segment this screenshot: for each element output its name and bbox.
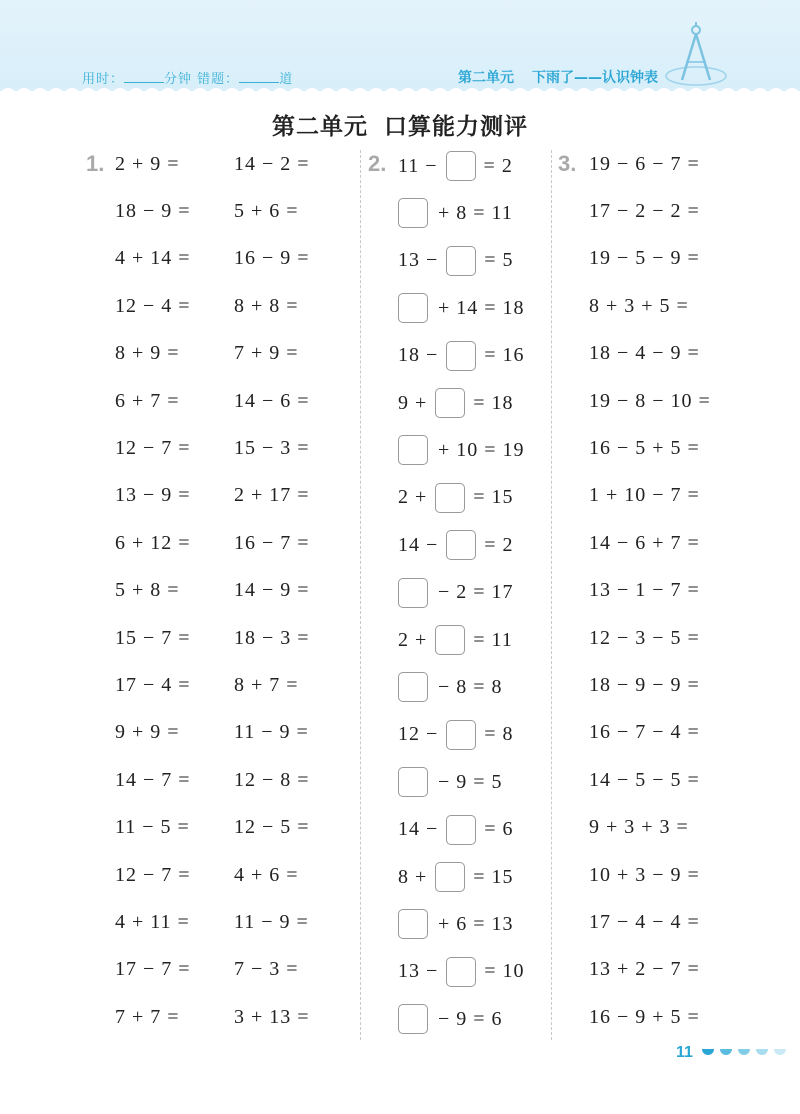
equation-row [234, 433, 310, 463]
equation-right: = 5 [484, 249, 514, 272]
equation-right: = 15 [473, 486, 514, 509]
equation: 14 − 2 = [234, 152, 310, 175]
equation-row [589, 339, 700, 369]
header-lesson: 下雨了——认识钟表 [532, 70, 658, 86]
equation-right: = 8 [484, 723, 514, 746]
equation-row [398, 388, 514, 418]
time-label: 用时： [82, 72, 125, 87]
equation-row [115, 860, 191, 890]
answer-box[interactable] [446, 815, 476, 845]
section-number-3: 3. [558, 151, 577, 176]
equation: 17 − 4 − 4 = [589, 910, 700, 933]
equation-row [398, 293, 525, 323]
equation-right: = 11 [473, 628, 513, 651]
answer-box[interactable] [398, 293, 428, 323]
equation-right: = 16 [484, 344, 525, 367]
equation: 12 − 7 = [115, 436, 191, 459]
equation-row [115, 813, 190, 843]
equation-row [234, 718, 309, 748]
equation: 8 + 9 = [115, 342, 180, 365]
equation-right: − 8 = 8 [438, 675, 503, 698]
title-unit: 第二单元 [272, 114, 368, 140]
equation-row [398, 530, 514, 560]
equation: 16 − 9 = [234, 247, 310, 270]
equation-row [115, 765, 191, 795]
answer-box[interactable] [398, 435, 428, 465]
equation: 12 − 8 = [234, 768, 310, 791]
equation-row [234, 955, 299, 985]
equation-row [115, 433, 191, 463]
equation-left: 13 − [398, 249, 439, 272]
equation-row [234, 907, 309, 937]
equation-row [115, 955, 191, 985]
equation-row [115, 386, 180, 416]
answer-box[interactable] [446, 957, 476, 987]
answer-box[interactable] [446, 720, 476, 750]
equation: 4 + 6 = [234, 863, 299, 886]
equation-right: − 2 = 17 [438, 581, 514, 604]
equation-right: − 9 = 6 [438, 1007, 503, 1030]
equation: 14 − 7 = [115, 768, 191, 791]
equation: 19 − 8 − 10 = [589, 389, 711, 412]
equation-row [234, 339, 299, 369]
section-number-2: 2. [368, 151, 387, 176]
equation-right: = 2 [483, 154, 513, 177]
equation-row [234, 1002, 310, 1032]
equation: 7 + 7 = [115, 1005, 180, 1028]
column-divider [360, 150, 361, 1040]
equation-row [234, 670, 299, 700]
equation: 11 − 5 = [115, 816, 190, 839]
equation-row [589, 433, 700, 463]
equation-row [398, 578, 514, 608]
equation: 13 − 1 − 7 = [589, 579, 700, 602]
answer-box[interactable] [446, 246, 476, 276]
equation-right: = 10 [484, 960, 525, 983]
equation-row [589, 1002, 700, 1032]
errors-label: 错题： [197, 72, 240, 87]
answer-box[interactable] [446, 151, 476, 181]
equation-left: 8 + [398, 865, 428, 888]
equation-row [589, 386, 711, 416]
time-blank [124, 70, 164, 83]
equation: 18 − 4 − 9 = [589, 342, 700, 365]
equation-right: = 15 [473, 865, 514, 888]
equation-row [398, 151, 513, 181]
equation: 5 + 6 = [234, 199, 299, 222]
answer-box[interactable] [398, 909, 428, 939]
equation: 8 + 3 + 5 = [589, 294, 689, 317]
equation-row [115, 528, 191, 558]
equation-row [398, 341, 525, 371]
equation: 17 − 2 − 2 = [589, 199, 700, 222]
equation: 17 − 4 = [115, 673, 191, 696]
equation: 8 + 7 = [234, 673, 299, 696]
equation-right: = 18 [473, 391, 514, 414]
equation-row [589, 244, 700, 274]
time-unit: 分钟 [164, 72, 193, 87]
equation-row [398, 435, 525, 465]
answer-box[interactable] [398, 672, 428, 702]
answer-box[interactable] [446, 341, 476, 371]
equation-row [234, 386, 310, 416]
answer-box[interactable] [435, 483, 465, 513]
equation-left: 13 − [398, 960, 439, 983]
equation-row [589, 907, 700, 937]
equation: 16 − 7 − 4 = [589, 721, 700, 744]
section-number-1: 1. [86, 151, 105, 176]
equation-row [234, 528, 310, 558]
equation-left: 9 + [398, 391, 428, 414]
equation-left: 14 − [398, 533, 439, 556]
equation: 8 + 8 = [234, 294, 299, 317]
equation-row [398, 862, 514, 892]
equation: 15 − 7 = [115, 626, 191, 649]
equation: 12 − 4 = [115, 294, 191, 317]
equation-row [234, 244, 310, 274]
equation-row [589, 670, 700, 700]
equation-row [115, 481, 191, 511]
equation: 7 − 3 = [234, 958, 299, 981]
equation-row [398, 672, 503, 702]
equation-left: 11 − [398, 154, 438, 177]
equation: 9 + 3 + 3 = [589, 816, 689, 839]
equation: 14 − 6 = [234, 389, 310, 412]
equation-row [115, 623, 191, 653]
equation: 3 + 13 = [234, 1005, 310, 1028]
equation-row [234, 860, 299, 890]
equation: 4 + 11 = [115, 910, 190, 933]
equation: 16 − 5 + 5 = [589, 436, 700, 459]
equation-row [398, 625, 513, 655]
equation-left: 2 + [398, 628, 428, 651]
equation-row [589, 576, 700, 606]
equation: 14 − 9 = [234, 579, 310, 602]
equation-row [115, 907, 190, 937]
page-number: 11 [676, 1044, 693, 1061]
equation-right: = 2 [484, 533, 514, 556]
equation-row [589, 765, 700, 795]
equation-row [234, 576, 310, 606]
equation-row [234, 481, 310, 511]
equation-row [589, 955, 700, 985]
errors-blank [239, 70, 279, 83]
equation-row [234, 813, 310, 843]
equation-row [234, 765, 310, 795]
equation-row [398, 815, 514, 845]
equation: 13 − 9 = [115, 484, 191, 507]
equation: 6 + 7 = [115, 389, 180, 412]
equation-row [115, 339, 180, 369]
equation-row [115, 149, 180, 179]
equation: 14 − 6 + 7 = [589, 531, 700, 554]
answer-box[interactable] [398, 767, 428, 797]
equation-row [589, 813, 689, 843]
page-title [0, 108, 800, 141]
answer-box[interactable] [435, 862, 465, 892]
equation: 7 + 9 = [234, 342, 299, 365]
equation-row [398, 720, 514, 750]
equation-row [398, 957, 525, 987]
equation: 2 + 17 = [234, 484, 310, 507]
header-unit: 第二单元 [458, 70, 514, 86]
equation-row [115, 196, 191, 226]
header-unit-lesson [458, 67, 658, 87]
answer-box[interactable] [398, 1004, 428, 1034]
column-divider [551, 150, 552, 1040]
answer-box[interactable] [398, 578, 428, 608]
equation-row [234, 291, 299, 321]
equation-row [398, 483, 514, 513]
equation-left: 2 + [398, 486, 428, 509]
equation: 19 − 5 − 9 = [589, 247, 700, 270]
equation: 12 − 3 − 5 = [589, 626, 700, 649]
equation-row [398, 198, 513, 228]
equation-row [115, 1002, 180, 1032]
answer-box[interactable] [435, 388, 465, 418]
page-decoration-dots [700, 1047, 795, 1061]
equation-row [398, 909, 514, 939]
equation-row [234, 149, 310, 179]
equation-row [589, 623, 700, 653]
equation-right: + 10 = 19 [438, 438, 525, 461]
equation-right: + 6 = 13 [438, 912, 514, 935]
equation: 16 − 7 = [234, 531, 310, 554]
equation-row [115, 670, 191, 700]
equation: 1 + 10 − 7 = [589, 484, 700, 507]
equation-row [115, 244, 191, 274]
equation: 10 + 3 − 9 = [589, 863, 700, 886]
answer-box[interactable] [435, 625, 465, 655]
equation: 9 + 9 = [115, 721, 180, 744]
equation-row [398, 246, 514, 276]
equation: 14 − 5 − 5 = [589, 768, 700, 791]
equation-row [589, 196, 700, 226]
equation-row [398, 767, 503, 797]
equation: 18 − 9 − 9 = [589, 673, 700, 696]
compass-icon [660, 20, 730, 90]
equation-row [115, 576, 180, 606]
equation: 15 − 3 = [234, 436, 310, 459]
equation-row [589, 718, 700, 748]
equation-row [234, 623, 310, 653]
equation-right: − 9 = 5 [438, 770, 503, 793]
equation-left: 14 − [398, 818, 439, 841]
equation: 16 − 9 + 5 = [589, 1005, 700, 1028]
equation: 12 − 5 = [234, 816, 310, 839]
equation-left: 12 − [398, 723, 439, 746]
equation: 19 − 6 − 7 = [589, 152, 700, 175]
equation-right: = 6 [484, 818, 514, 841]
header-time-errors [82, 68, 293, 87]
equation-right: + 14 = 18 [438, 296, 525, 319]
equation-row [398, 1004, 503, 1034]
equation-row [115, 291, 191, 321]
equation: 18 − 9 = [115, 199, 191, 222]
equation: 13 + 2 − 7 = [589, 958, 700, 981]
equation-row [589, 149, 700, 179]
equation-row [589, 291, 689, 321]
answer-box[interactable] [398, 198, 428, 228]
equation-row [589, 481, 700, 511]
title-name: 口算能力测评 [384, 114, 528, 140]
equation: 12 − 7 = [115, 863, 191, 886]
equation: 5 + 8 = [115, 579, 180, 602]
equation: 18 − 3 = [234, 626, 310, 649]
equation: 11 − 9 = [234, 910, 309, 933]
errors-unit: 道 [279, 72, 294, 87]
answer-box[interactable] [446, 530, 476, 560]
equation: 2 + 9 = [115, 152, 180, 175]
equation-row [234, 196, 299, 226]
equation-row [589, 860, 700, 890]
equation: 11 − 9 = [234, 721, 309, 744]
equation-row [589, 528, 700, 558]
equation-row [115, 718, 180, 748]
equation: 4 + 14 = [115, 247, 191, 270]
equation: 17 − 7 = [115, 958, 191, 981]
equation: 6 + 12 = [115, 531, 191, 554]
equation-right: + 8 = 11 [438, 201, 513, 224]
equation-left: 18 − [398, 344, 439, 367]
